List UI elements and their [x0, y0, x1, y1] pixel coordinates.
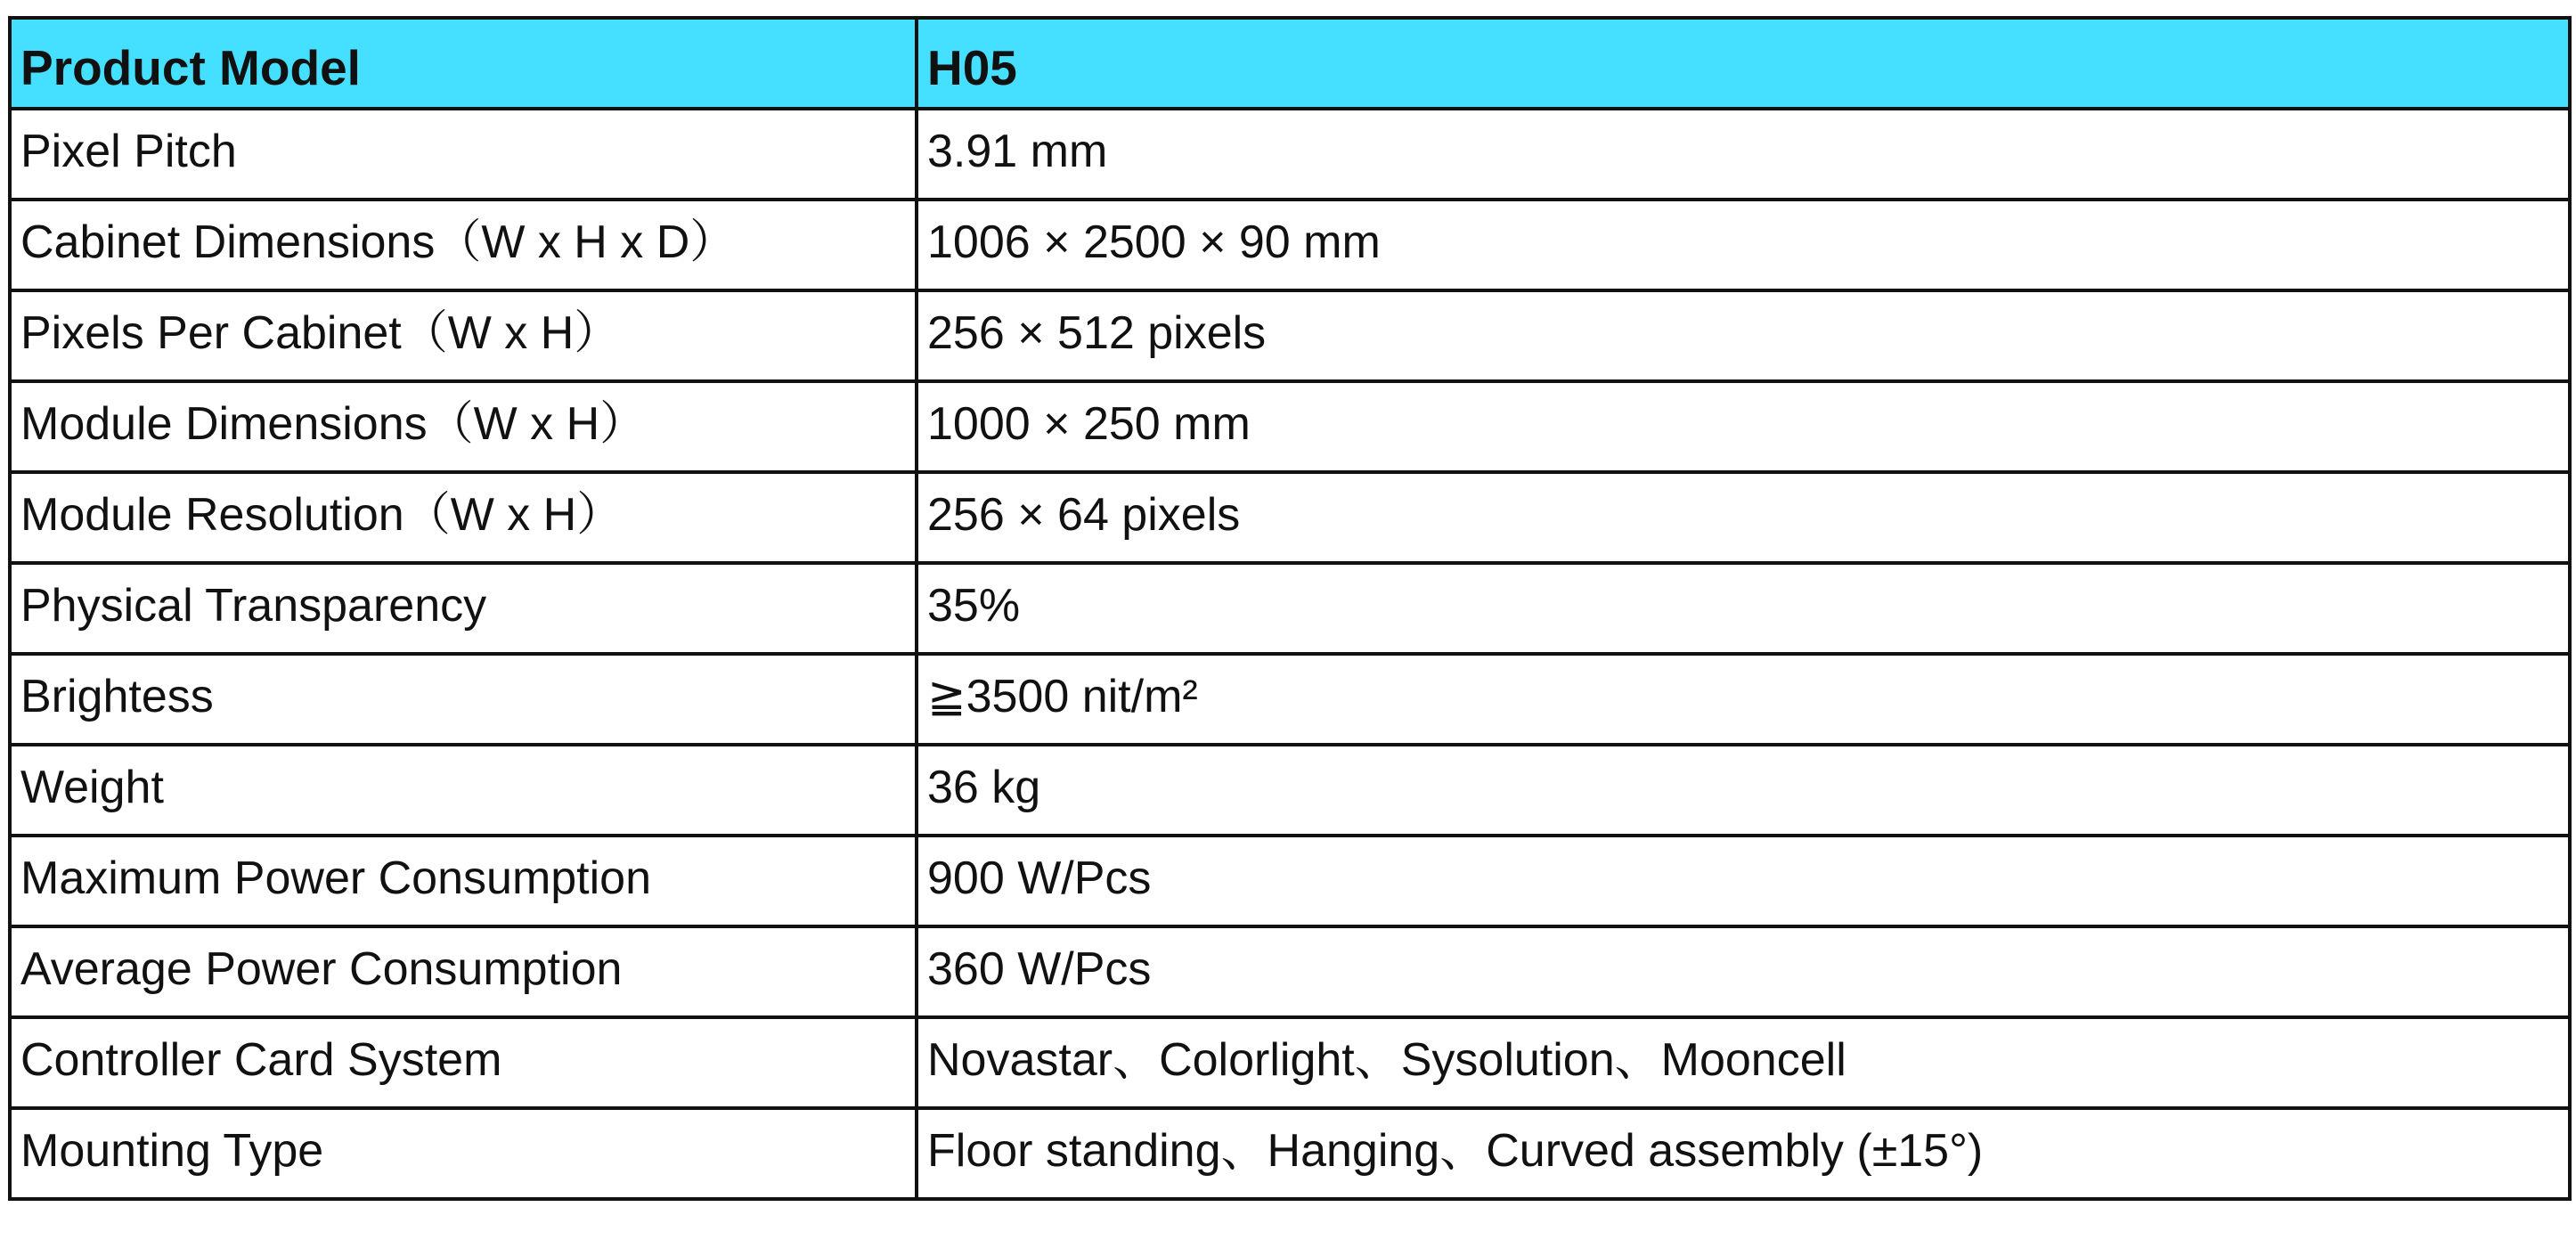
row-value: 256 × 512 pixels	[917, 290, 2570, 381]
row-label: Maximum Power Consumption	[10, 836, 917, 926]
row-value: Novastar、Colorlight、Sysolution、Mooncell	[917, 1017, 2570, 1108]
row-label: Pixels Per Cabinet（W x H）	[10, 290, 917, 381]
row-label: Weight	[10, 745, 917, 836]
header-row	[10, 18, 2570, 109]
table-row	[10, 926, 2570, 1017]
row-label: Mounting Type	[10, 1108, 917, 1199]
table-row	[10, 200, 2570, 290]
table-row	[10, 563, 2570, 654]
header-value-cell: H05	[917, 18, 2570, 109]
row-value: 36 kg	[917, 745, 2570, 836]
row-value: ≧3500 nit/m²	[917, 654, 2570, 745]
row-value: 3.91 mm	[917, 109, 2570, 200]
row-label: Physical Transparency	[10, 563, 917, 654]
table-row	[10, 290, 2570, 381]
row-label: Average Power Consumption	[10, 926, 917, 1017]
row-value: 256 × 64 pixels	[917, 472, 2570, 563]
table-row	[10, 472, 2570, 563]
row-value: 35%	[917, 563, 2570, 654]
row-label: Pixel Pitch	[10, 109, 917, 200]
table-row	[10, 381, 2570, 472]
table-row	[10, 654, 2570, 745]
row-value: 360 W/Pcs	[917, 926, 2570, 1017]
table-row	[10, 836, 2570, 926]
spec-table	[8, 16, 2572, 1201]
table-body	[10, 109, 2570, 1199]
table-row	[10, 1017, 2570, 1108]
table-row	[10, 1108, 2570, 1199]
table-row	[10, 109, 2570, 200]
table-row	[10, 745, 2570, 836]
row-label: Brightess	[10, 654, 917, 745]
header-label-cell: Product Model	[10, 18, 917, 109]
row-value: 1000 × 250 mm	[917, 381, 2570, 472]
row-label: Module Resolution（W x H）	[10, 472, 917, 563]
table-header	[10, 18, 2570, 109]
row-value: Floor standing、Hanging、Curved assembly (±15°)	[917, 1108, 2570, 1199]
row-label: Module Dimensions（W x H）	[10, 381, 917, 472]
row-label: Controller Card System	[10, 1017, 917, 1108]
row-value: 1006 × 2500 × 90 mm	[917, 200, 2570, 290]
row-label: Cabinet Dimensions（W x H x D）	[10, 200, 917, 290]
row-value: 900 W/Pcs	[917, 836, 2570, 926]
